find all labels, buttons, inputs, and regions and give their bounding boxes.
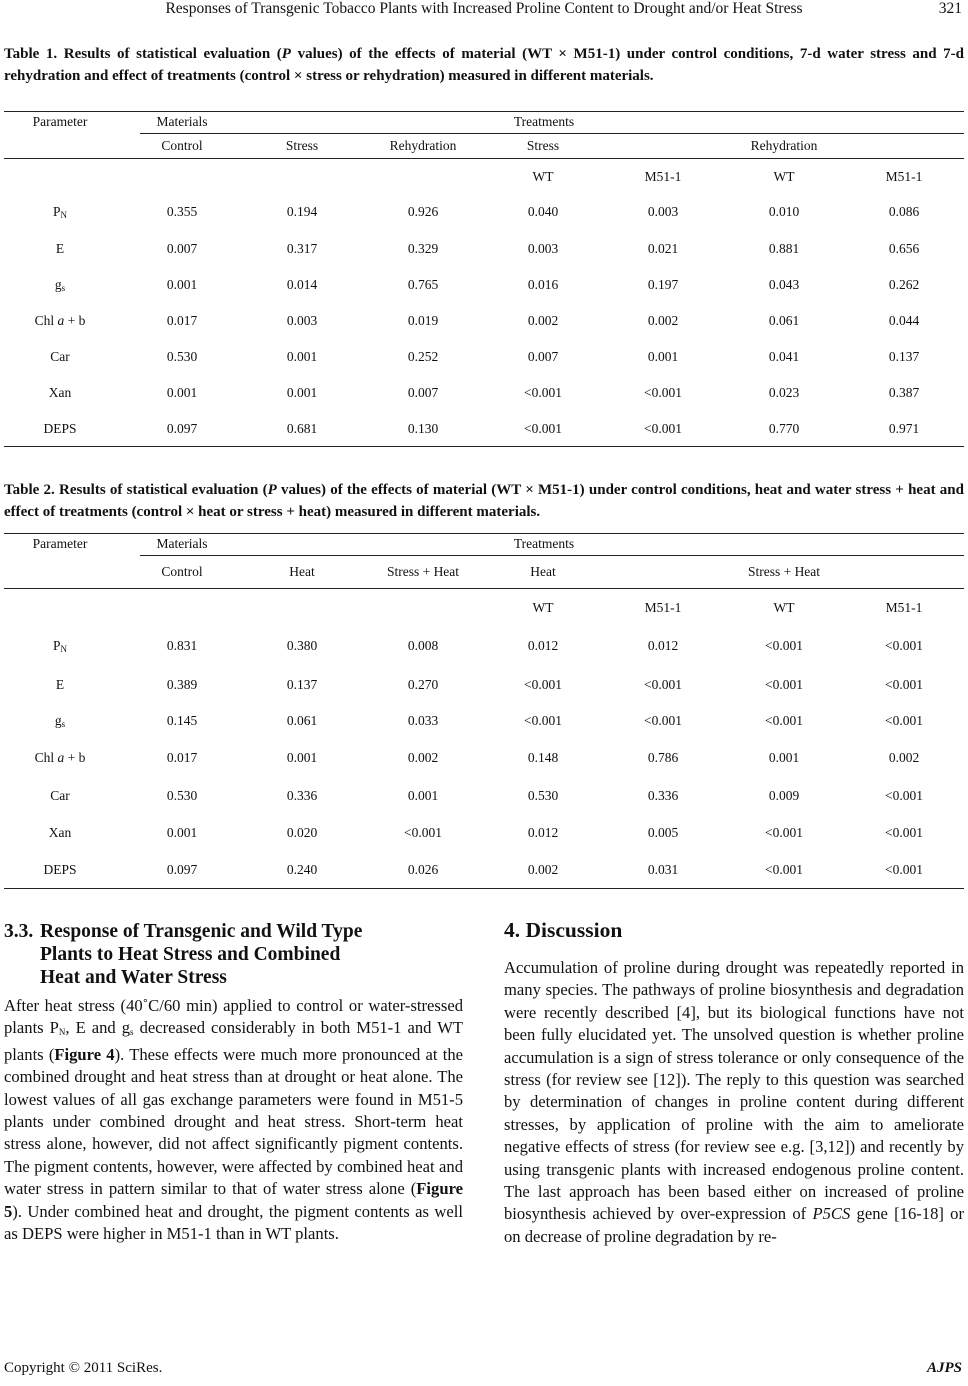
section-3-3-title-line-3: Heat and Water Stress [40,967,227,988]
table-cell: 0.003 [647,204,679,219]
table1-bottom-rule [4,446,964,447]
table-cell: 0.530 [166,349,198,364]
table-cell: 0.137 [286,677,318,692]
table-cell: 0.001 [286,385,318,400]
table1-header-wt-1: WT [532,169,554,184]
table-cell: 0.097 [166,862,198,877]
table-cell: 0.001 [286,750,318,765]
section-4-heading: 4. Discussion [504,918,623,942]
table2-caption-italic: P [267,482,277,498]
table-cell: 0.026 [407,862,439,877]
table2-header-parameter: Parameter [32,536,88,551]
table-cell: 0.007 [527,349,559,364]
table-cell: 0.061 [768,313,800,328]
table1-caption [4,43,964,87]
table2-header-control: Control [161,564,203,579]
table-cell: 0.005 [647,825,679,840]
table-cell: 0.145 [166,713,198,728]
table1-header-rule [140,133,964,134]
table-cell: 0.926 [407,204,439,219]
table-cell: 0.001 [166,825,198,840]
table-cell: 0.086 [888,204,920,219]
table1-subheader-rule [4,158,964,159]
table-cell: 0.270 [407,677,439,692]
table-cell: 0.530 [527,788,559,803]
running-header-title: Responses of Transgenic Tobacco Plants with Increased Proline Content to Drought and/or Heat Stress [165,0,803,17]
table-cell: 0.001 [166,277,198,292]
table-cell: 0.003 [286,313,318,328]
table-cell: <0.001 [644,713,682,728]
table-cell: 0.012 [647,638,679,653]
section-3-3-number: 3.3. [4,921,34,942]
table-cell: 0.355 [166,204,198,219]
section-3-3-title-line-1: Response of Transgenic and Wild Type [40,921,363,942]
table-cell: 0.252 [407,349,439,364]
table-cell: <0.001 [524,713,562,728]
table-cell: <0.001 [644,385,682,400]
table1-caption-suffix: values) of the effects of material (WT × M51-1) under control conditions, 7-d water stress and 7-d rehydration and effect of treatments (control × stress or rehydration) measured in different materials. [4,46,964,84]
table2-subheader-rule [4,588,964,589]
table-cell: <0.001 [524,677,562,692]
table-cell: 0.044 [888,313,920,328]
table-cell: 0.130 [407,421,439,436]
table-cell: 0.002 [407,750,439,765]
table-cell: <0.001 [644,677,682,692]
table1-top-rule [4,111,964,112]
table-cell: 0.001 [647,349,679,364]
table-cell: 0.971 [888,421,920,436]
table-cell: 0.002 [888,750,920,765]
param-label: Xan [48,385,72,400]
table-cell: 0.016 [527,277,559,292]
table1-header-m51-1: M51-1 [644,169,682,184]
table1-header-control: Control [161,138,203,153]
table-cell: 0.031 [647,862,679,877]
section-3-3-paragraph: After heat stress (40˚C/60 min) applied to control or water-stressed plants $P_N$, E and $g_s$ decreased considerably in both M51-1 and WT plants (Figure 4). These effects were much more pronounced at the combined drought and heat stress than at drought or heat alone. The lowest values of all gas exchange parameters were found in M51-5 plants under combined drought and heat stress. Short-term heat stress alone, however, did not affect significantly pigment contents. The pigment contents, however, were affected by combined heat and water stress in pattern similar to that of water stress alone (Figure 5). Under combined heat and drought, the pigment contents as well as DEPS were higher in M51-1 than in WT plants. [4,996,464,1244]
table2-header-m51-2: M51-1 [885,600,923,615]
table1-header-wt-2: WT [773,169,795,184]
table-cell: 0.681 [286,421,318,436]
table-cell: <0.001 [885,713,923,728]
table-cell: 0.001 [768,750,800,765]
footer-copyright: Copyright © 2011 SciRes. [4,1360,163,1376]
table-cell: 0.530 [166,788,198,803]
table-cell: <0.001 [885,862,923,877]
table-cell: 0.001 [286,349,318,364]
table2-header-treat-stress-heat: Stress + Heat [747,564,821,579]
table-cell: 0.097 [166,421,198,436]
table1-header-treat-stress: Stress [526,138,560,153]
table2-top-rule [4,533,964,534]
table-cell: 0.010 [768,204,800,219]
table1-header-parameter: Parameter [32,114,88,129]
table-cell: <0.001 [765,825,803,840]
table-cell: <0.001 [404,825,442,840]
table-cell: <0.001 [885,788,923,803]
table-cell: 0.040 [527,204,559,219]
table-cell: 0.831 [166,638,198,653]
table-cell: 0.240 [286,862,318,877]
table-cell: 0.033 [407,713,439,728]
table-cell: 0.014 [286,277,318,292]
table-cell: 0.003 [527,241,559,256]
page-number: 321 [938,0,962,17]
table1-caption-prefix: Table 1. Results of statistical evaluation ( [4,46,282,62]
table-cell: 0.336 [647,788,679,803]
table-cell: 0.007 [407,385,439,400]
table-cell: 0.020 [286,825,318,840]
table-cell: <0.001 [765,862,803,877]
table-cell: 0.194 [286,204,318,219]
table-cell: <0.001 [765,677,803,692]
table-cell: <0.001 [644,421,682,436]
param-label: E [55,677,65,692]
table2-caption [4,479,964,523]
table2-header-wt-1: WT [532,600,554,615]
table-cell: 0.023 [768,385,800,400]
table1-header-rehydration: Rehydration [389,138,457,153]
discussion-paragraph: Accumulation of proline during drought was repeatedly reported in many species. The pathways of proline biosynthesis and degradation were recently described [4], but its biological functions have not been fully elucidated yet. The unsolved question is whether proline accumulation is a sign of stress tolerance or only consequence of the stress (for review see [12]). The reply to this question was searched by determination of changes in proline content during different stresses, by application of proline with the aim to ameliorate negative effects of stress (for review see e.g. [3,12]) and recently by using transgenic plants with increased endogenous proline content. The last approach has been based either on increased of proline biosynthesis achieved by over-expression of P5CS gene [16-18] or on decrease of proline degradation by re- [504,958,964,1246]
table-cell: 0.009 [768,788,800,803]
table-cell: 0.765 [407,277,439,292]
table-cell: 0.389 [166,677,198,692]
param-label: Chl a + b [34,750,86,765]
table-cell: 0.262 [888,277,920,292]
table-cell: 0.007 [166,241,198,256]
param-label: $P_N$ [52,204,68,220]
table-cell: 0.017 [166,750,198,765]
table-cell: 0.041 [768,349,800,364]
table-cell: 0.770 [768,421,800,436]
section-3-3-heading [4,920,464,989]
table2-header-treatments: Treatments [513,536,575,551]
table-cell: 0.021 [647,241,679,256]
param-label: $P_N$ [52,638,68,654]
table-cell: <0.001 [765,638,803,653]
table2-header-rule [140,555,964,556]
table-cell: 0.008 [407,638,439,653]
param-label: Car [50,788,70,803]
table1-header-stress: Stress [285,138,319,153]
table1-header-treatments: Treatments [513,114,575,129]
table1-header-m51-2: M51-1 [885,169,923,184]
table-cell: <0.001 [885,825,923,840]
table2-caption-prefix: Table 2. Results of statistical evaluation ( [4,482,268,498]
table-cell: 0.329 [407,241,439,256]
section-3-3-title-line-2: Plants to Heat Stress and Combined [40,944,341,965]
table-cell: 0.137 [888,349,920,364]
table-cell: <0.001 [524,385,562,400]
param-label: E [55,241,65,256]
table2-bottom-rule [4,888,964,889]
table-cell: 0.148 [527,750,559,765]
table-cell: 0.012 [527,638,559,653]
param-label: DEPS [43,421,77,436]
table2-caption-suffix: values) of the effects of material (WT × M51-1) under control conditions, heat and water stress + heat and effect of treatments (control × heat or stress + heat) measured in different materials. [4,482,964,520]
param-label: Chl a + b [34,313,86,328]
param-label: Car [50,349,70,364]
table-cell: 0.656 [888,241,920,256]
table2-header-treat-heat: Heat [530,564,556,579]
table-cell: 0.387 [888,385,920,400]
table-cell: 0.001 [166,385,198,400]
table-cell: 0.002 [647,313,679,328]
table1-caption-italic: P [281,46,291,62]
param-label: Xan [48,825,72,840]
table-cell: 0.061 [286,713,318,728]
table-cell: <0.001 [524,421,562,436]
table2-header-heat: Heat [289,564,315,579]
table-cell: 0.043 [768,277,800,292]
table1-header-materials: Materials [156,114,208,129]
table1-header-treat-rehydration: Rehydration [750,138,818,153]
table-cell: 0.197 [647,277,679,292]
table-cell: 0.002 [527,862,559,877]
footer-journal: AJPS [926,1360,962,1376]
table2-header-stress-heat: Stress + Heat [386,564,460,579]
table-cell: 0.019 [407,313,439,328]
table-cell: <0.001 [765,713,803,728]
table-cell: 0.881 [768,241,800,256]
table-cell: 0.336 [286,788,318,803]
table-cell: 0.017 [166,313,198,328]
table2-header-wt-2: WT [773,600,795,615]
param-label: DEPS [43,862,77,877]
table2-header-m51-1: M51-1 [644,600,682,615]
param-label: $g_s$ [54,713,66,729]
table-cell: 0.002 [527,313,559,328]
table-cell: 0.317 [286,241,318,256]
table-cell: 0.786 [647,750,679,765]
table-cell: <0.001 [885,638,923,653]
table-cell: 0.012 [527,825,559,840]
table2-header-materials: Materials [156,536,208,551]
param-label: $g_s$ [54,277,66,293]
table-cell: 0.001 [407,788,439,803]
table-cell: <0.001 [885,677,923,692]
table-cell: 0.380 [286,638,318,653]
